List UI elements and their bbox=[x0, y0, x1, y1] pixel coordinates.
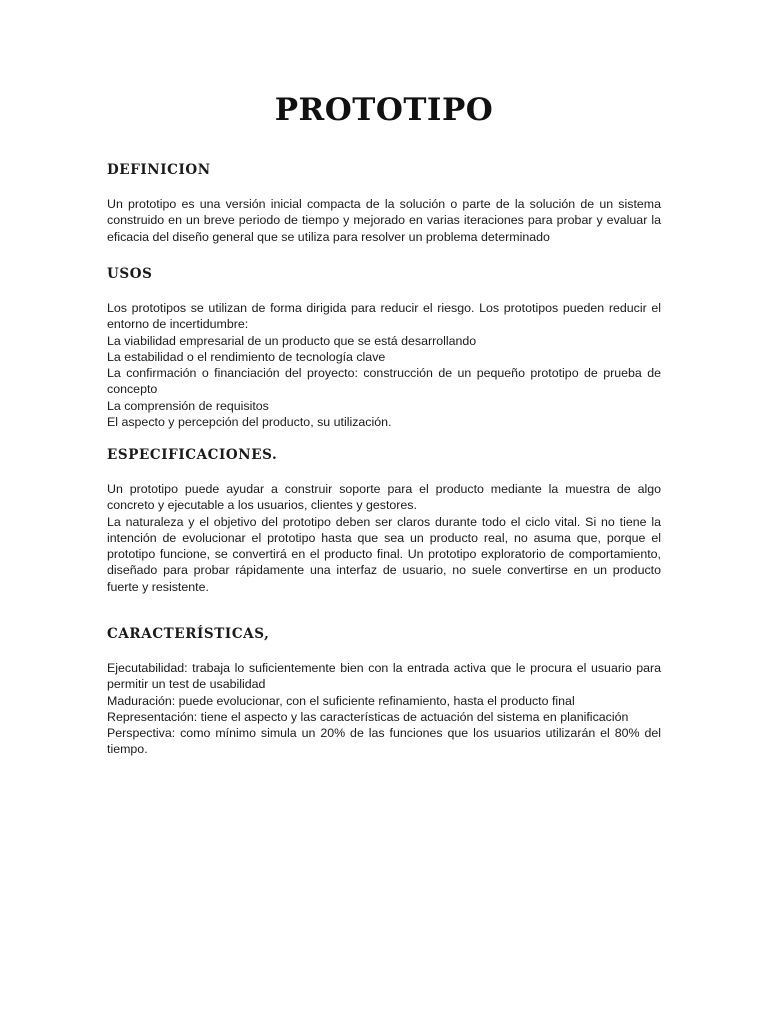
section-heading: USOS bbox=[107, 266, 153, 282]
document-title: PROTOTIPO bbox=[274, 92, 494, 128]
section-line: El aspecto y percepción del producto, su utilización. bbox=[107, 415, 392, 430]
section-line: La viabilidad empresarial de un producto que se está desarrollando bbox=[107, 333, 477, 348]
section-heading: DEFINICION bbox=[107, 162, 211, 178]
section-line: La confirmación o financiación del proyecto: construcción de un pequeño prototipo de prueba de concepto bbox=[107, 366, 661, 397]
section-line: La comprensión de requisitos bbox=[107, 398, 269, 413]
section-line: La estabilidad o el rendimiento de tecnología clave bbox=[107, 349, 386, 364]
section-line: Maduración: puede evolucionar, con el suficiente refinamiento, hasta el producto final bbox=[107, 693, 575, 708]
section-heading: CARACTERÍSTICAS, bbox=[107, 626, 270, 642]
section-caracteristicas bbox=[107, 626, 661, 758]
section-line: Perspectiva: como mínimo simula un 20% de las funciones que los usuarios utilizarán el 80% del tiempo. bbox=[107, 726, 661, 757]
section-heading: ESPECIFICACIONES. bbox=[107, 447, 278, 463]
section-line: La naturaleza y el objetivo del prototipo deben ser claros durante todo el ciclo vital. Si no tiene la intención de evolucionar el prototipo hasta que sea un producto real, no asuma que, porque el prototipo funcione, se convertirá en el producto final. Un prototipo exploratorio de comportamiento, diseñado para probar rápidamente una interfaz de usuario, no suele convertirse en un producto fuerte y resistente. bbox=[107, 514, 661, 594]
section-definicion bbox=[107, 162, 661, 245]
section-line: Ejecutabilidad: trabaja lo suficientemente bien con la entrada activa que le procura el usuario para permitir un test de usabilidad bbox=[107, 661, 661, 692]
section-line: Un prototipo puede ayudar a construir soporte para el producto mediante la muestra de algo concreto y ejecutable a los usuarios, clientes y gestores. bbox=[107, 482, 661, 513]
section-paragraph: Un prototipo es una versión inicial compacta de la solución o parte de la solución de un sistema construido en un breve periodo de tiempo y mejorado en varias iteraciones para probar y evaluar la eficacia del diseño general que se utiliza para resolver un problema determinado bbox=[107, 197, 661, 244]
section-especificaciones bbox=[107, 447, 661, 595]
section-line: Los prototipos se utilizan de forma dirigida para reducir el riesgo. Los prototipos pueden reducir el entorno de incertidumbre: bbox=[107, 301, 661, 332]
section-usos bbox=[107, 266, 661, 430]
section-line: Representación: tiene el aspecto y las características de actuación del sistema en planificación bbox=[107, 709, 629, 724]
